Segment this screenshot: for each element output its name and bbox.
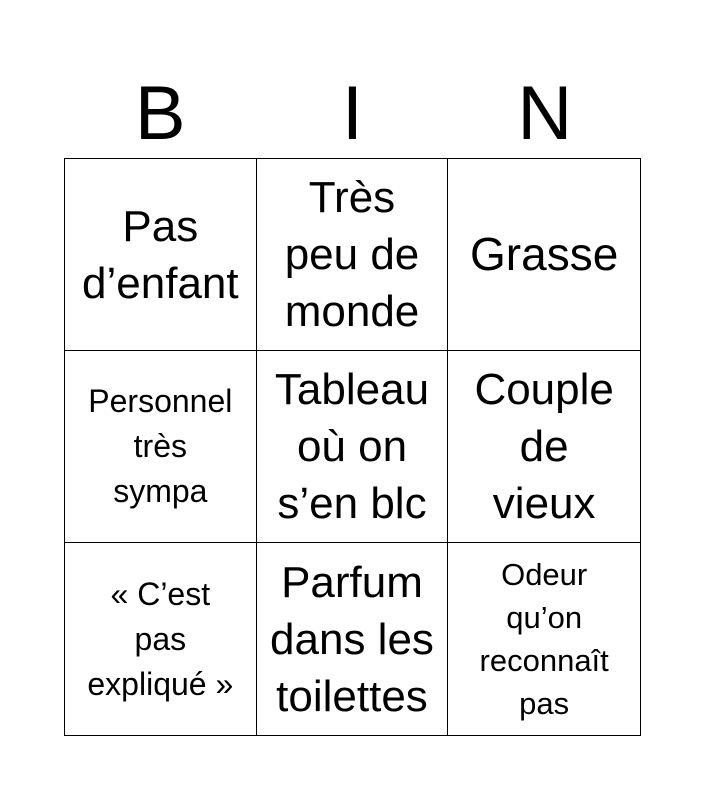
- bingo-cell-r1c3[interactable]: Grasse: [448, 159, 640, 351]
- bingo-header: [64, 70, 641, 158]
- header-letter-b: B: [134, 71, 186, 156]
- bingo-grid: [64, 158, 641, 736]
- bingo-cell-r3c2[interactable]: Parfum dans les toilettes: [257, 543, 449, 735]
- header-letter-n: N: [517, 71, 573, 156]
- bingo-cell-r1c2[interactable]: Très peu de monde: [257, 159, 449, 351]
- bingo-cell-r1c1[interactable]: Pas d’enfant: [65, 159, 257, 351]
- bingo-cell-r2c3[interactable]: Couple de vieux: [448, 351, 640, 543]
- header-letter-i: I: [341, 71, 364, 156]
- bingo-cell-r3c1[interactable]: « C’est pas expliqué »: [65, 543, 257, 735]
- bingo-cell-r3c3[interactable]: Odeur qu’on reconnaît pas: [479, 557, 609, 721]
- bingo-cell-r2c1[interactable]: Personnel très sympa: [65, 351, 257, 543]
- bingo-cell-r2c2[interactable]: Tableau où on s’en blc: [257, 351, 449, 543]
